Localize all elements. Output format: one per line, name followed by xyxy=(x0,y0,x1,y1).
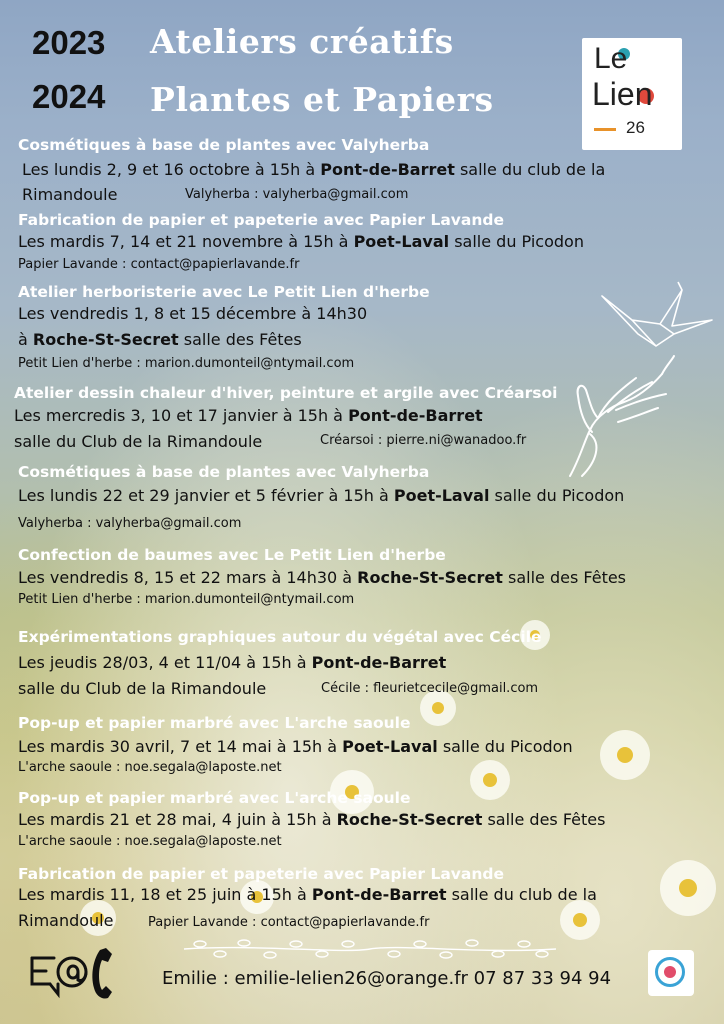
activity-schedule: Les mardis 7, 14 et 21 novembre à 15h à Poet-Laval salle du Picodon xyxy=(18,232,584,251)
title-line-1: Ateliers créatifs xyxy=(150,22,454,61)
open-hand-icon xyxy=(562,352,680,480)
badge-logo-icon xyxy=(648,950,694,996)
activity-schedule-cont: salle du Club de la Rimandoule xyxy=(18,679,267,698)
logo-26: 26 xyxy=(626,118,645,137)
year-start: 2023 xyxy=(32,24,106,61)
logo-bar xyxy=(594,128,616,131)
activity-title: Pop-up et papier marbré avec L'arche saoule xyxy=(18,714,411,732)
activity-schedule: Les mardis 11, 18 et 25 juin à 15h à Pont-de-Barret salle du club de la xyxy=(18,885,597,904)
badge-core xyxy=(664,966,676,978)
logo-le: Le xyxy=(594,42,628,75)
activity-title: Expérimentations graphiques autour du végétal avec Cécile xyxy=(18,628,542,646)
activity-schedule: Les lundis 2, 9 et 16 octobre à 15h à Pont-de-Barret salle du club de la xyxy=(22,160,606,179)
activity-contact: Valyherba : valyherba@gmail.com xyxy=(18,516,242,531)
activity-schedule: Les mardis 30 avril, 7 et 14 mai à 15h à Poet-Laval salle du Picodon xyxy=(18,737,573,756)
activity-contact: Cécile : fleurietcecile@gmail.com xyxy=(321,681,539,696)
paper-crane-icon xyxy=(600,280,718,350)
activity-contact: Créarsoi : pierre.ni@wanadoo.fr xyxy=(320,433,527,448)
activity-schedule-cont: à Roche-St-Secret salle des Fêtes xyxy=(18,330,302,349)
activity-title: Atelier dessin chaleur d'hiver, peinture et argile avec Créarsoi xyxy=(14,384,558,402)
activity-title: Atelier herboristerie avec Le Petit Lien d'herbe xyxy=(18,283,430,301)
year-end: 2024 xyxy=(32,78,106,115)
activity-contact: Valyherba : valyherba@gmail.com xyxy=(185,187,409,202)
activity-schedule: Les vendredis 1, 8 et 15 décembre à 14h30 xyxy=(18,304,368,323)
logo-lien: Lien xyxy=(592,76,653,112)
activity-contact: Petit Lien d'herbe : marion.dumonteil@ntymail.com xyxy=(18,592,355,607)
activity-schedule: Les mercredis 3, 10 et 17 janvier à 15h à Pont-de-Barret xyxy=(14,406,483,425)
leaf-garland-icon xyxy=(180,936,560,962)
activity-contact: L'arche saoule : noe.segala@laposte.net xyxy=(18,760,282,775)
activity-contact: L'arche saoule : noe.segala@laposte.net xyxy=(18,834,282,849)
activity-contact: Petit Lien d'herbe : marion.dumonteil@ntymail.com xyxy=(18,356,355,371)
activity-schedule: Les mardis 21 et 28 mai, 4 juin à 15h à Roche-St-Secret salle des Fêtes xyxy=(18,810,606,829)
activity-title: Cosmétiques à base de plantes avec Valyherba xyxy=(18,463,430,481)
activity-schedule: Les lundis 22 et 29 janvier et 5 février à 15h à Poet-Laval salle du Picodon xyxy=(18,486,625,505)
activity-schedule: Les jeudis 28/03, 4 et 11/04 à 15h à Pont-de-Barret xyxy=(18,653,447,672)
activity-title: Fabrication de papier et papeterie avec Papier Lavande xyxy=(18,211,504,229)
footer-contact: Emilie : emilie-lelien26@orange.fr 07 87 33 94 94 xyxy=(162,968,612,989)
activity-title: Fabrication de papier et papeterie avec Papier Lavande xyxy=(18,865,504,883)
le-lien-26-logo xyxy=(582,38,682,150)
activity-contact: Papier Lavande : contact@papierlavande.fr xyxy=(18,257,300,272)
activity-schedule: Les vendredis 8, 15 et 22 mars à 14h30 à Roche-St-Secret salle des Fêtes xyxy=(18,568,627,587)
email-phone-icon xyxy=(28,944,118,1004)
title-line-2: Plantes et Papiers xyxy=(150,80,494,119)
activity-title: Pop-up et papier marbré avec L'arche saoule xyxy=(18,789,411,807)
activity-contact: Papier Lavande : contact@papierlavande.fr xyxy=(148,915,430,930)
activity-schedule-cont: Rimandoule xyxy=(18,911,114,930)
activity-title: Confection de baumes avec Le Petit Lien d'herbe xyxy=(18,546,446,564)
activity-title: Cosmétiques à base de plantes avec Valyherba xyxy=(18,136,430,154)
activity-schedule-cont: Rimandoule xyxy=(22,185,118,204)
activity-schedule-cont: salle du Club de la Rimandoule xyxy=(14,432,263,451)
